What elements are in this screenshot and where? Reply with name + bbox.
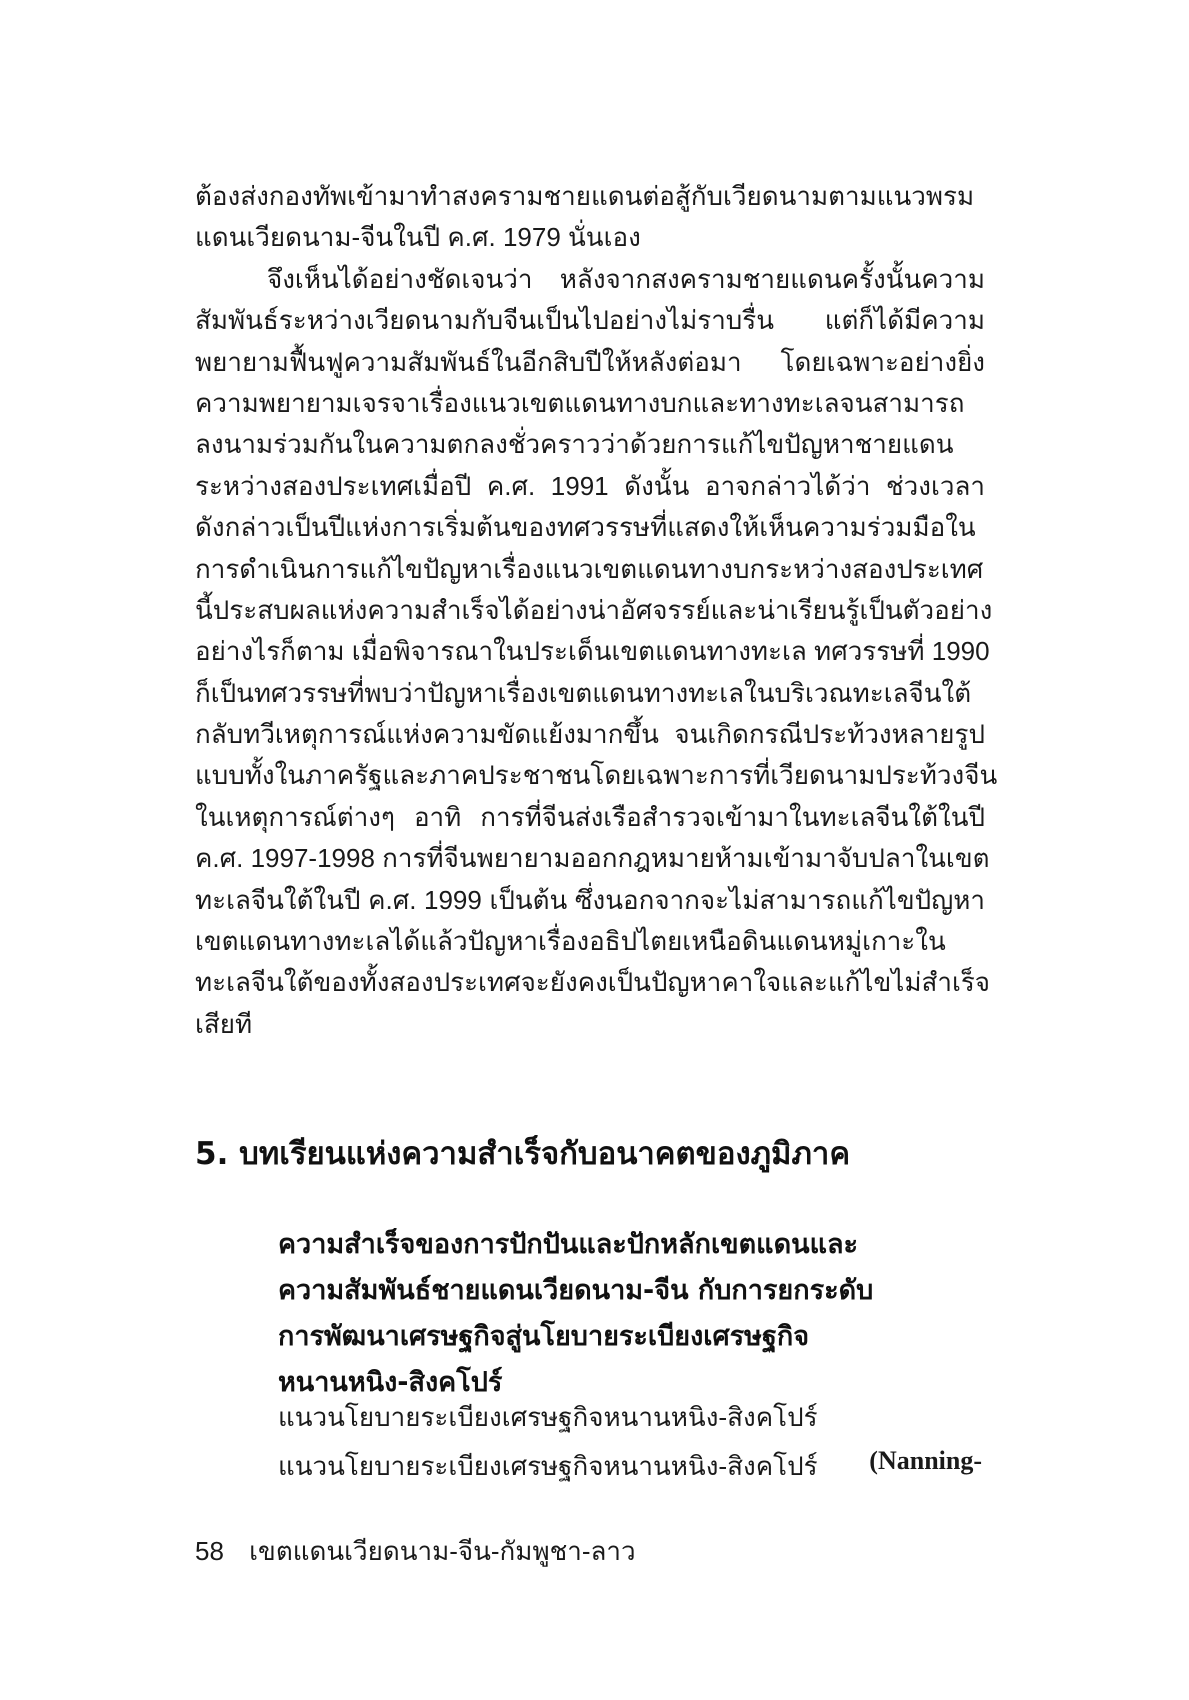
body-line: พยายามฟื้นฟูความสัมพันธ์ในอีกสิบปีให้หลังต่อมา โดยเฉพาะอย่างยิ่ง [195, 346, 985, 377]
body-line: ก็เป็นทศวรรษที่พบว่าปัญหาเรื่องเขตแดนทางทะเลในบริเวณทะเลจีนใต้ [195, 677, 972, 708]
subheading-line: หนานหนิง-สิงคโปร์ [278, 1367, 503, 1398]
body-line: สัมพันธ์ระหว่างเวียดนามกับจีนเป็นไปอย่างไม่ราบรื่น แต่ก็ได้มีความ [195, 305, 985, 336]
subtopic-title: แนวนโยบายระเบียงเศรษฐกิจหนานหนิง-สิงคโปร์ [278, 1403, 818, 1433]
body-line: ความพยายามเจรจาเรื่องแนวเขตแดนทางบกและทางทะเลจนสามารถ [195, 387, 965, 418]
page-footer [195, 1531, 636, 1572]
body-paragraphs [195, 176, 998, 1045]
subheading-line: การพัฒนาเศรษฐกิจสู่นโยบายระเบียงเศรษฐกิจ [278, 1321, 810, 1352]
page-number: 58 [195, 1536, 224, 1566]
subheading-line: ความสำเร็จของการปักปันและปักหลักเขตแดนและ [278, 1229, 859, 1260]
subtopic-opening-thai: แนวนโยบายระเบียงเศรษฐกิจหนานหนิง-สิงคโปร์ [278, 1452, 818, 1482]
body-line: ดังกล่าวเป็นปีแห่งการเริ่มต้นของทศวรรษที่แสดงให้เห็นความร่วมมือใน [195, 512, 976, 543]
body-line: ระหว่างสองประเทศเมื่อปี ค.ศ. 1991 ดังนั้น อาจกล่าวได้ว่า ช่วงเวลา [195, 470, 985, 501]
document-body [195, 176, 998, 1045]
body-line: ในเหตุการณ์ต่างๆ อาทิ การที่จีนส่งเรือสำรวจเข้ามาในทะเลจีนใต้ในปี [195, 801, 985, 832]
subtopic-opening-line [278, 1446, 982, 1487]
running-title: เขตแดนเวียดนาม-จีน-กัมพูชา-ลาว [249, 1536, 636, 1566]
body-line: นี้ประสบผลแห่งความสำเร็จได้อย่างน่าอัศจรรย์และน่าเรียนรู้เป็นตัวอย่าง [195, 594, 993, 625]
body-line: ลงนามร่วมกันในความตกลงชั่วคราวว่าด้วยการแก้ไขปัญหาชายแดน [195, 429, 954, 460]
subsection-heading [278, 1222, 873, 1406]
body-line: ทะเลจีนใต้ของทั้งสองประเทศจะยังคงเป็นปัญหาคาใจและแก้ไขไม่สำเร็จ [195, 967, 991, 998]
body-line: จึงเห็นได้อย่างชัดเจนว่า หลังจากสงครามชายแดนครั้งนั้นความ [267, 263, 985, 294]
body-line: แบบทั้งในภาครัฐและภาคประชาชนโดยเฉพาะการที่เวียดนามประท้วงจีน [195, 760, 998, 791]
body-line: ต้องส่งกองทัพเข้ามาทำสงครามชายแดนต่อสู้กับเวียดนามตามแนวพรม [195, 181, 975, 211]
body-line: แดนเวียดนาม-จีนในปี ค.ศ. 1979 นั่นเอง [195, 222, 641, 253]
body-line: อย่างไรก็ตาม เมื่อพิจารณาในประเด็นเขตแดนทางทะเล ทศวรรษที่ 1990 [195, 636, 990, 667]
body-line: กลับทวีเหตุการณ์แห่งความขัดแย้งมากขึ้น จนเกิดกรณีประท้วงหลายรูป [195, 719, 985, 750]
body-line: ค.ศ. 1997-1998 การที่จีนพยายามออกกฎหมายห้ามเข้ามาจับปลาในเขต [195, 843, 990, 874]
body-line: ทะเลจีนใต้ในปี ค.ศ. 1999 เป็นต้น ซึ่งนอกจากจะไม่สามารถแก้ไขปัญหา [195, 884, 985, 915]
body-line: เขตแดนทางทะเลได้แล้วปัญหาเรื่องอธิปไตยเหนือดินแดนหมู่เกาะใน [195, 926, 946, 957]
body-line: การดำเนินการแก้ไขปัญหาเรื่องแนวเขตแดนทางบกระหว่างสองประเทศ [195, 553, 984, 584]
section-heading: 5. บทเรียนแห่งความสำเร็จกับอนาคตของภูมิภาค [195, 1136, 851, 1172]
body-line: เสียที [195, 1008, 253, 1039]
subheading-line: ความสัมพันธ์ชายแดนเวียดนาม-จีน กับการยกระดับ [278, 1275, 874, 1306]
subtopic-opening-latin: (Nanning- [869, 1446, 982, 1475]
